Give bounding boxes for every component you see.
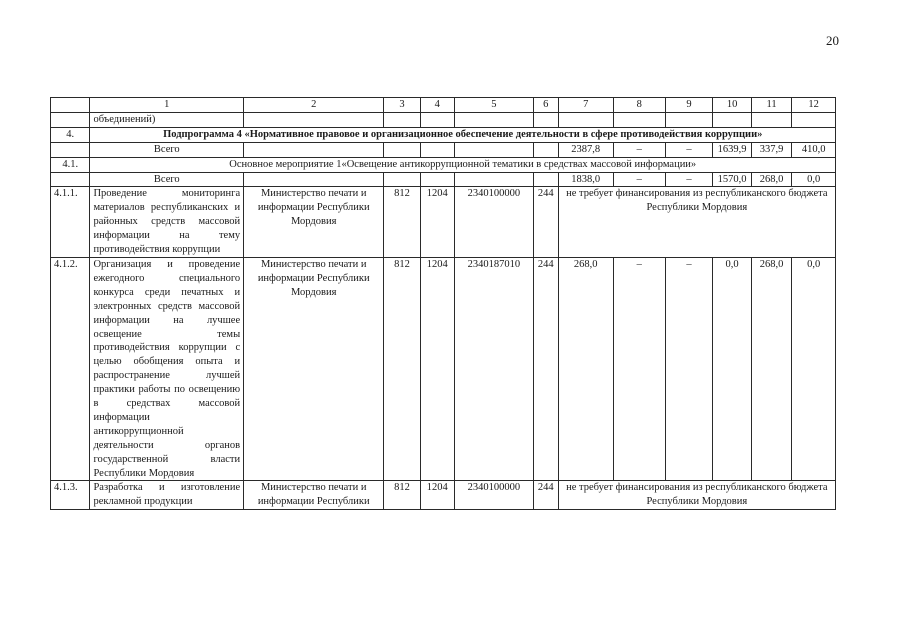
row-description: Разработка и изготовление рекламной продукции [90,481,244,510]
value-cell: – [613,257,665,481]
row-code-6: 244 [533,257,558,481]
row-code-4: 1204 [420,187,454,258]
row-organization: Министерство печати и информации Республики [244,481,384,510]
header-cell: 2 [244,98,384,113]
total-row-measure [51,172,836,187]
header-cell: 8 [613,98,665,113]
value-cell: 268,0 [751,257,791,481]
row-organization: Министерство печати и информации Республики Мордовия [244,187,384,258]
total-label: Всего [90,142,244,157]
header-row [51,98,836,113]
row-organization: Министерство печати и информации Республики Мордовия [244,257,384,481]
row-code-4: 1204 [420,481,454,510]
subprogram-number: 4. [51,127,90,142]
header-cell: 11 [751,98,791,113]
header-cell: 10 [713,98,751,113]
value-cell: 410,0 [792,142,836,157]
measure-number: 4.1. [51,157,90,172]
value-cell: – [665,142,713,157]
header-cell: 7 [558,98,613,113]
table-row [51,481,836,510]
value-cell: 0,0 [792,257,836,481]
header-cell: 9 [665,98,713,113]
value-cell: 0,0 [713,257,751,481]
row-number: 4.1.3. [51,481,90,510]
header-cell: 5 [454,98,533,113]
table-row [51,257,836,481]
continued-text: объединений) [90,112,244,127]
header-cell: 6 [533,98,558,113]
row-code-6: 244 [533,187,558,258]
total-row-subprogram [51,142,836,157]
row-number: 4.1.1. [51,187,90,258]
value-cell: 268,0 [558,257,613,481]
row-funding-note: не требует финансирования из республиканского бюджета Республики Мордовия [558,187,835,258]
subprogram-row [51,127,836,142]
row-code-6: 244 [533,481,558,510]
measure-row [51,157,836,172]
value-cell: – [613,142,665,157]
value-cell: – [665,257,713,481]
value-cell: 268,0 [751,172,791,187]
header-cell: 1 [90,98,244,113]
value-cell: 1570,0 [713,172,751,187]
program-table [50,97,836,510]
header-cell: 12 [792,98,836,113]
continued-row [51,112,836,127]
row-code-5: 2340187010 [454,257,533,481]
measure-title: Основное мероприятие 1«Освещение антикоррупционной тематики в средствах массовой информации» [90,157,836,172]
row-description: Организация и проведение ежегодного специального конкурса среди печатных и электронных средств массовой информации на лучшее освещение темы противодействия коррупции с целью обобщения опыта и распространение лучшей практики работы по освещению в средствах массовой информации антикоррупционной деятельности органов государственной власти Республики Мордовия [90,257,244,481]
value-cell: 2387,8 [558,142,613,157]
value-cell: – [613,172,665,187]
row-description: Проведение мониторинга материалов республиканских и районных средств массовой информации на тему противодействия коррупции [90,187,244,258]
header-cell-empty [51,98,90,113]
value-cell: 1639,9 [713,142,751,157]
table-row [51,187,836,258]
row-code-3: 812 [384,257,420,481]
row-code-3: 812 [384,187,420,258]
row-code-5: 2340100000 [454,481,533,510]
value-cell: 337,9 [751,142,791,157]
value-cell: – [665,172,713,187]
header-cell: 4 [420,98,454,113]
subprogram-title: Подпрограмма 4 «Нормативное правовое и организационное обеспечение деятельности в сфере противодействия коррупции» [90,127,836,142]
value-cell: 0,0 [792,172,836,187]
row-code-5: 2340100000 [454,187,533,258]
page-number: 20 [826,33,839,48]
row-code-4: 1204 [420,257,454,481]
row-code-3: 812 [384,481,420,510]
row-number: 4.1.2. [51,257,90,481]
value-cell: 1838,0 [558,172,613,187]
row-funding-note: не требует финансирования из республиканского бюджета Республики Мордовия [558,481,835,510]
header-cell: 3 [384,98,420,113]
total-label: Всего [90,172,244,187]
